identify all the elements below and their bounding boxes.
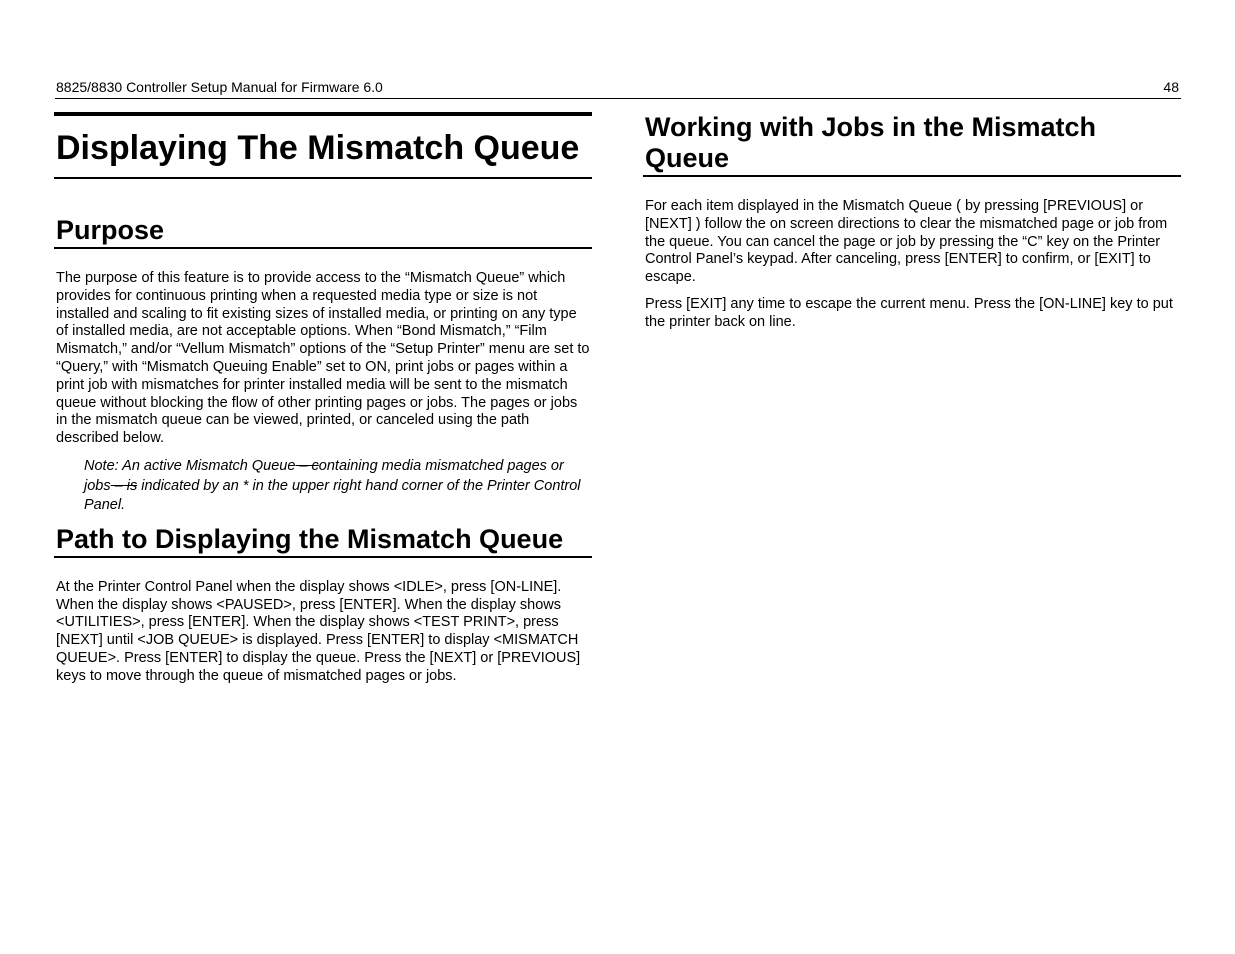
note-text-3: indicated by an * in the upper right hand corner of the Printer Control Panel. [84,477,581,514]
path-paragraph: At the Printer Control Panel when the display shows <IDLE>, press [ON-LINE]. When the display shows <PAUSED>, press [ENTER]. When the display shows <UTILITIES>, press [ENTER]. When the display shows <TEST PRINT>, press [NEXT] until <JOB QUEUE> is displayed. Press [ENTER] to display <MISMATCH QUEUE>. Press [ENTER] to display the queue. Press the [NEXT] or [PREVIOUS] keys to move through the queue of mismatched pages or jobs. [56,578,581,684]
left-column [54,112,592,686]
working-paragraph-1: For each item displayed in the Mismatch Queue ( by pressing [PREVIOUS] or [NEXT] ) follow the on screen directions to clear the mismatched page or job from the queue. You can cancel the page or job by pressing the “C” key on the Printer Control Panel’s keypad. After canceling, press [ENTER] to confirm, or [EXIT] to escape. [645,198,1168,286]
note-text-1: Note: An active Mismatch Queue [84,457,296,474]
note-strikethrough-1: – c [295,457,319,474]
manual-title: 8825/8830 Controller Setup Manual for Firmware 6.0 [56,79,383,95]
note-text-2: ontaining media mismatched pages or jobs [84,457,564,494]
working-heading: Working with Jobs in the Mismatch Queue [643,112,1181,177]
purpose-paragraph: The purpose of this feature is to provide access to the “Mismatch Queue” which provides for continuous printing when a requested media type or size is not installed and scaling to fit existing sizes of installed media, or printing on any type of installed media, are not acceptable options. When “Bond Mismatch,” “Film Mismatch,” and/or “Vellum Mismatch” options of the “Setup Printer” menu are set to “Query,” with “Mismatch Queuing Enable” set to ON, print jobs or pages within a print job with mismatches for printer installed media will be sent to the mismatch queue without blocking the flow of other printing pages or jobs. The pages or jobs in the mismatch queue can be viewed, printed, or canceled using the path described below. [56,270,590,447]
page-title: Displaying The Mismatch Queue [54,112,592,179]
note-strikethrough-2: – is [110,477,138,494]
working-paragraph-2: Press [EXIT] any time to escape the current menu. Press the [ON-LINE] key to put the printer back on line. [645,295,1173,330]
right-column [643,112,1181,332]
purpose-heading: Purpose [54,215,592,249]
page-header [55,79,1181,99]
page-number: 48 [1163,79,1179,95]
note-paragraph [54,457,592,516]
path-heading: Path to Displaying the Mismatch Queue [54,524,592,558]
